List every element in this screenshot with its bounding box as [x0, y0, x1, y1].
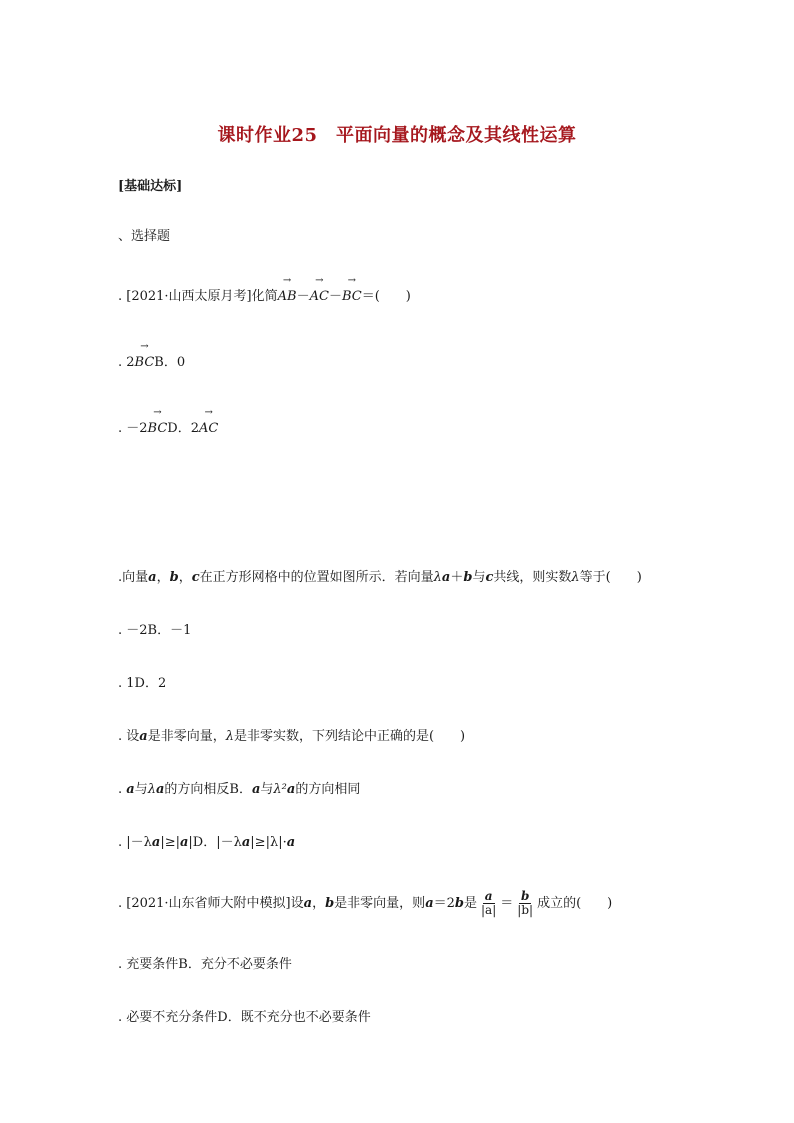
question-2-options-ab: . －2B．－1 [118, 623, 192, 638]
fraction-a-over-norm [479, 890, 498, 917]
question-4-text: 是 [464, 896, 478, 911]
question-3-options-cd [118, 833, 295, 853]
question-4-options-ab: . 充要条件B．充分不必要条件 [118, 957, 292, 972]
option-text: 与 [260, 782, 274, 797]
vector-a: a [251, 782, 261, 797]
question-1-suffix: ＝( ) [361, 289, 411, 304]
vector-bc: → BC [135, 353, 155, 373]
question-2-text: 共线，则实数 [493, 570, 572, 585]
option-text: 与 [134, 782, 148, 797]
question-3-options-ab [118, 780, 360, 800]
question-3-prefix: . 设 [118, 729, 140, 744]
question-1-options-cd [118, 419, 218, 439]
vector-a: a [155, 782, 165, 797]
lambda: λ [433, 570, 442, 585]
vector-bc: → BC [342, 287, 362, 307]
lambda: λ [571, 570, 580, 585]
vector-ab: → AB [278, 287, 297, 307]
vector-a: a [286, 782, 296, 797]
option-c-label: . －2 [118, 421, 148, 436]
question-1-options-ab [118, 353, 185, 373]
vector-a: a [241, 835, 251, 850]
lambda: λ [147, 782, 156, 797]
vector-c: c [191, 570, 200, 585]
section-heading: [基础达标] [118, 179, 183, 194]
fraction-denominator: |a| [481, 903, 497, 917]
page-title: 课时作业25 平面向量的概念及其线性运算 [217, 125, 577, 146]
option-d-label: D．2 [167, 421, 199, 436]
option-text: 的方向相同 [295, 782, 361, 797]
question-2-text: 与 [472, 570, 486, 585]
separator: ， [178, 570, 192, 585]
vector-c: c [485, 570, 494, 585]
vector-bc: → BC [148, 419, 168, 439]
option-text: |≥|λ|· [250, 835, 287, 850]
vector-b: b [169, 570, 179, 585]
question-2-text: 在正方形网格中的位置如图所示．若向量 [199, 570, 434, 585]
question-4-text: 是非零向量，则 [334, 896, 426, 911]
question-3 [118, 727, 465, 747]
vector-a: a [126, 782, 135, 797]
lambda: λ [225, 729, 234, 744]
question-4-prefix: . [2021·山东省师大附中模拟]设 [118, 896, 304, 911]
vector-b: b [463, 570, 473, 585]
question-1 [118, 287, 411, 307]
option-b: B．0 [154, 355, 186, 370]
separator: ， [156, 570, 170, 585]
vector-b: b [454, 896, 464, 911]
option-text: |≥| [160, 835, 180, 850]
vector-a: a [179, 835, 189, 850]
lambda-squared: λ² [273, 782, 287, 797]
vector-a: a [441, 570, 451, 585]
vector-a: a [425, 896, 434, 911]
vector-a: a [303, 896, 313, 911]
option-d-label: |D．|－λ [188, 835, 242, 850]
question-1-prefix: . [2021·山西太原月考]化简 [118, 289, 278, 304]
separator: ， [312, 896, 326, 911]
fraction-b-over-norm [515, 890, 535, 917]
question-4 [118, 889, 612, 919]
question-3-suffix: 是非零实数，下列结论中正确的是( ) [233, 729, 466, 744]
option-a-label: . 2 [118, 355, 135, 370]
fraction-numerator: b [520, 889, 530, 903]
question-2-prefix: .向量 [118, 570, 149, 585]
vector-a: a [148, 570, 157, 585]
vector-a: a [139, 729, 148, 744]
operator: － [328, 289, 342, 304]
question-2-options-cd: . 1D．2 [118, 676, 167, 691]
vector-b: b [325, 896, 335, 911]
fraction-numerator: a [484, 889, 493, 903]
operator: ＋ [450, 570, 464, 585]
vector-a: a [151, 835, 161, 850]
operator: ＝ [500, 896, 514, 911]
operator: ＝2 [433, 896, 455, 911]
question-3-text: 是非零向量， [147, 729, 226, 744]
question-4-options-cd: . 必要不充分条件D．既不充分也不必要条件 [118, 1010, 371, 1025]
question-4-suffix: 成立的( ) [537, 896, 613, 911]
option-a-label: . [118, 782, 127, 797]
part-heading: 、选择题 [118, 229, 171, 244]
operator: － [296, 289, 310, 304]
vector-ac: → AC [310, 287, 329, 307]
question-2 [118, 568, 642, 588]
vector-a: a [286, 835, 296, 850]
vector-ac: → AC [199, 419, 218, 439]
fraction-denominator: |b| [517, 903, 534, 917]
option-c-label: . |－λ [118, 835, 152, 850]
question-2-suffix: 等于( ) [579, 570, 642, 585]
option-text: 的方向相反B． [164, 782, 252, 797]
